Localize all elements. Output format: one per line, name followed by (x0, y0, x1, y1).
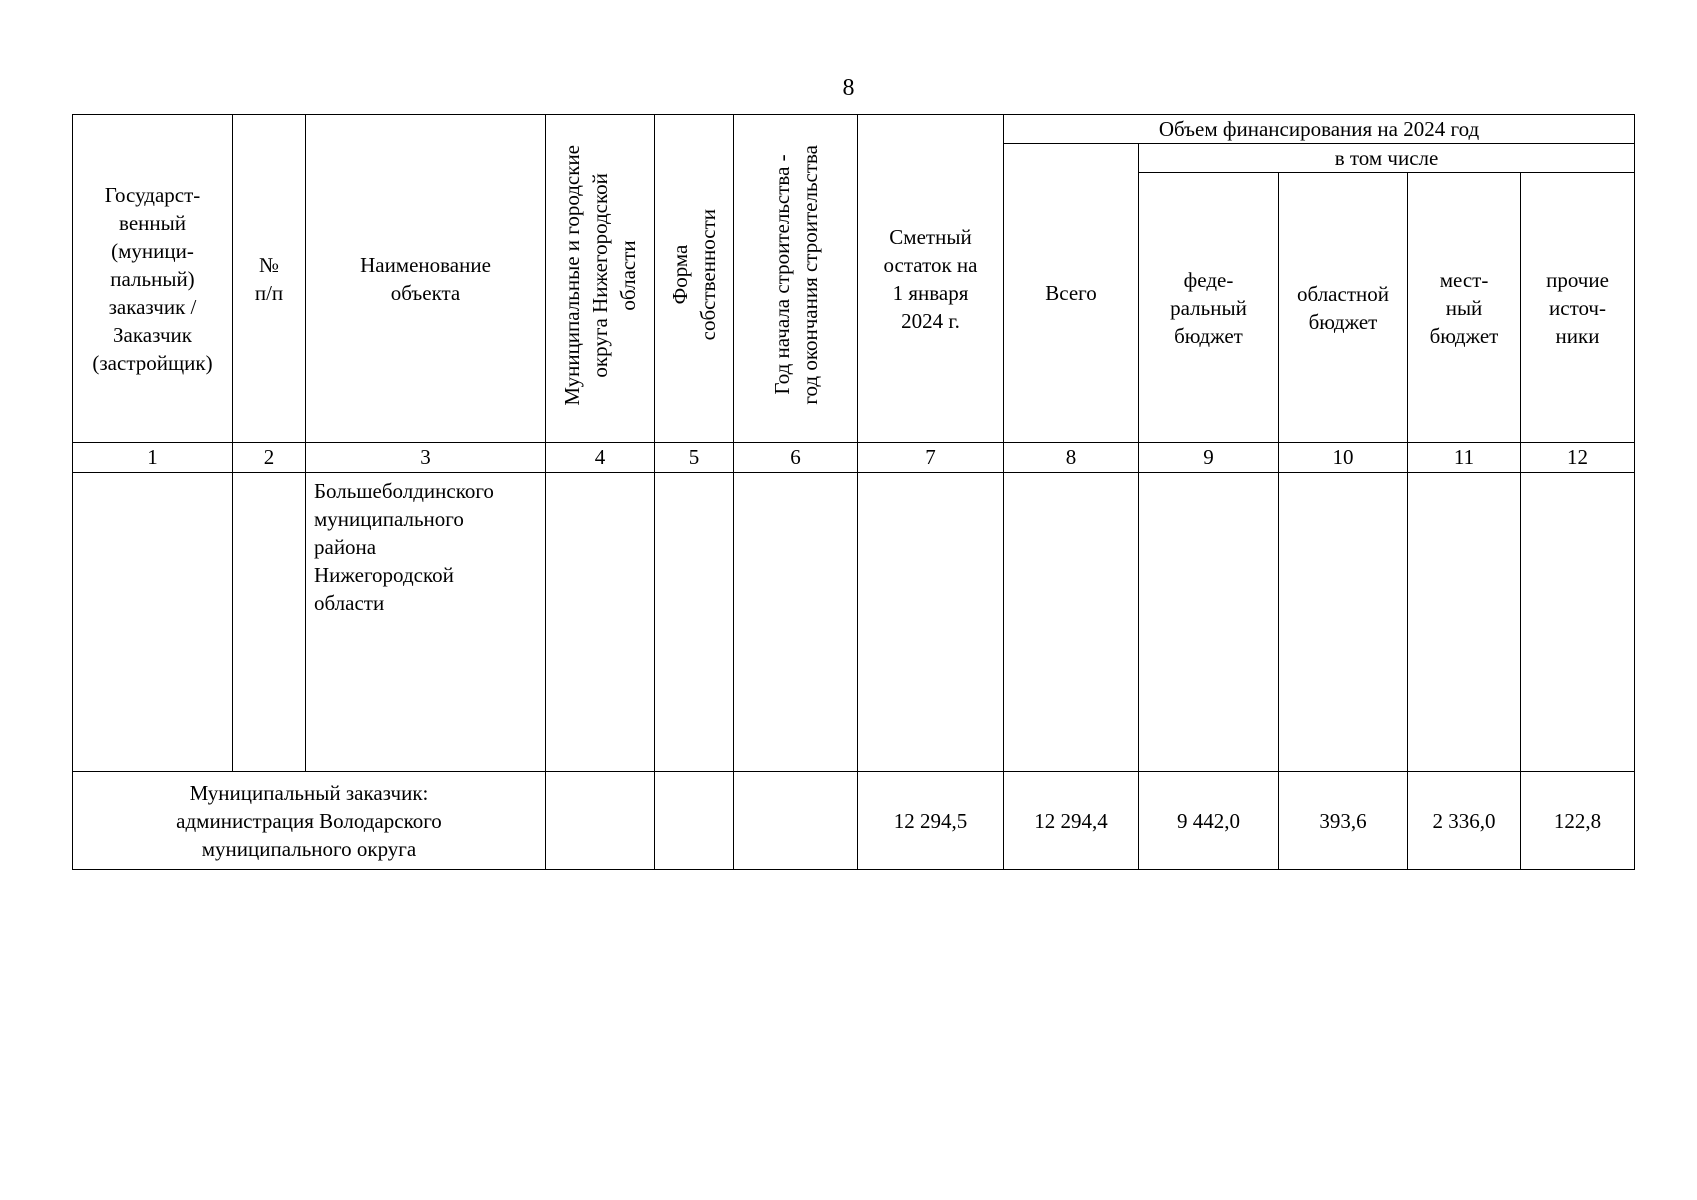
column-number: 8 (1004, 443, 1139, 473)
column-number: 6 (734, 443, 858, 473)
header-regional: областной бюджет (1279, 173, 1408, 443)
cell-other (1521, 473, 1635, 772)
total-label: Муниципальный заказчик: администрация Володарского муниципального округа (73, 772, 546, 870)
column-number: 12 (1521, 443, 1635, 473)
column-number: 3 (306, 443, 546, 473)
column-number: 1 (73, 443, 233, 473)
cell-local (1408, 473, 1521, 772)
header-estimate: Сметный остаток на 1 января 2024 г. (858, 115, 1004, 443)
column-number: 9 (1139, 443, 1279, 473)
total-regional: 393,6 (1279, 772, 1408, 870)
header-total: Всего (1004, 144, 1139, 443)
cell-years (734, 473, 858, 772)
header-years: Год начала строительства - год окончания строительства (769, 145, 822, 405)
header-years-cell (734, 115, 858, 443)
header-municipalities-cell (546, 115, 655, 443)
table-row (73, 473, 1635, 772)
header-object-name: Наименование объекта (306, 115, 546, 443)
header-federal: феде- ральный бюджет (1139, 173, 1279, 443)
column-number: 5 (655, 443, 734, 473)
total-ownership (655, 772, 734, 870)
header-ownership-cell (655, 115, 734, 443)
cell-regional (1279, 473, 1408, 772)
cell-total (1004, 473, 1139, 772)
total-local: 2 336,0 (1408, 772, 1521, 870)
header-local: мест- ный бюджет (1408, 173, 1521, 443)
total-estimate: 12 294,5 (858, 772, 1004, 870)
column-number: 10 (1279, 443, 1408, 473)
header-other: прочие источ- ники (1521, 173, 1635, 443)
column-number-row (73, 443, 1635, 473)
total-municipalities (546, 772, 655, 870)
cell-customer (73, 473, 233, 772)
cell-estimate (858, 473, 1004, 772)
cell-municipalities (546, 473, 655, 772)
cell-federal (1139, 473, 1279, 772)
total-federal: 9 442,0 (1139, 772, 1279, 870)
page-number: 8 (842, 75, 855, 101)
column-number: 7 (858, 443, 1004, 473)
header-municipalities: Муниципальные и городские округа Нижегородской области (560, 144, 640, 406)
total-years (734, 772, 858, 870)
header-number: № п/п (233, 115, 306, 443)
column-number: 11 (1408, 443, 1521, 473)
cell-object-name: Большеболдинского муниципального района Нижегородской области (306, 473, 546, 772)
header-customer: Государст- венный (муници- пальный) заказчик / Заказчик (застройщик) (73, 115, 233, 443)
total-row (73, 772, 1635, 870)
cell-ownership (655, 473, 734, 772)
header-ownership: Форма собственности (668, 209, 720, 341)
total-total: 12 294,4 (1004, 772, 1139, 870)
cell-number (233, 473, 306, 772)
header-including: в том числе (1139, 144, 1635, 173)
header-funding-group: Объем финансирования на 2024 год (1004, 115, 1635, 144)
column-number: 2 (233, 443, 306, 473)
total-other: 122,8 (1521, 772, 1635, 870)
investment-table (72, 114, 1635, 870)
column-number: 4 (546, 443, 655, 473)
